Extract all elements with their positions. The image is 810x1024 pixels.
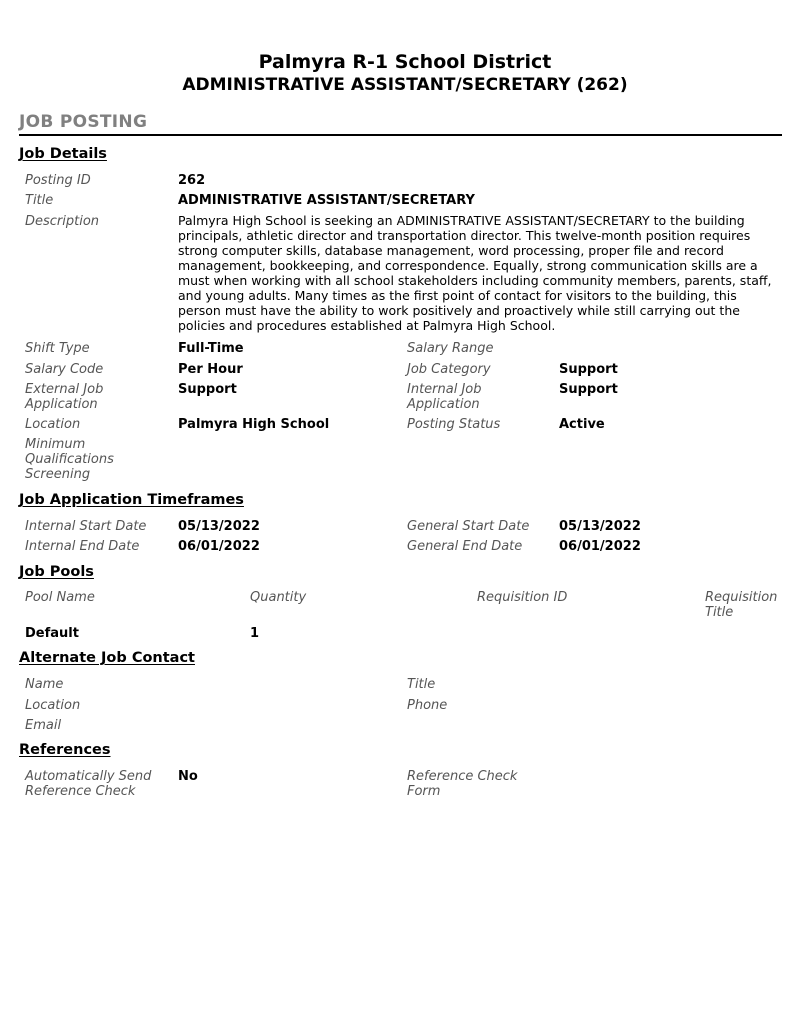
- reference-check-form-label: Reference Check Form: [407, 769, 518, 799]
- section-job-pools: Job Pools: [19, 564, 94, 580]
- pool-name-column-header: Pool Name: [25, 590, 95, 605]
- section-job-details: Job Details: [19, 146, 107, 162]
- description-label: Description: [25, 214, 100, 229]
- quantity-column-header: Quantity: [250, 590, 307, 605]
- salary-code-label: Salary Code: [25, 362, 104, 377]
- posting-id-label: Posting ID: [25, 173, 91, 188]
- job-posting-banner: JOB POSTING: [19, 112, 148, 132]
- salary-code-value: Per Hour: [178, 362, 243, 377]
- auto-send-reference-label: Automatically Send Reference Check: [25, 769, 152, 799]
- section-job-application-timeframes: Job Application Timeframes: [19, 492, 244, 508]
- auto-send-reference-value: No: [178, 769, 198, 784]
- internal-end-date-label: Internal End Date: [25, 539, 140, 554]
- general-end-date-label: General End Date: [407, 539, 523, 554]
- banner-divider: [19, 134, 782, 136]
- posting-status-value: Active: [559, 417, 605, 432]
- job-category-label: Job Category: [407, 362, 491, 377]
- contact-email-label: Email: [25, 718, 62, 733]
- pool-name-cell: Default: [25, 626, 79, 641]
- posting-status-label: Posting Status: [407, 417, 501, 432]
- description-text: Palmyra High School is seeking an ADMINISTRATIVE ASSISTANT/SECRETARY to the building principals, athletic director and transportation director. This twelve-month position requires strong computer skills, database management, word processing, proper file and record management, bookkeeping, and correspondence. Equally, strong communication skills are a must when working with all school stakeholders including community members, parents, staff, and young adults. Many times as the first point of contact for visitors to the building, this person must have the ability to work positively and proactively while still carrying out the policies and procedures established at Palmyra High School.: [178, 213, 772, 333]
- document-header: [0, 50, 810, 96]
- title-value: ADMINISTRATIVE ASSISTANT/SECRETARY: [178, 193, 475, 208]
- section-alternate-job-contact: Alternate Job Contact: [19, 650, 195, 666]
- general-start-date-label: General Start Date: [407, 519, 530, 534]
- shift-type-value: Full-Time: [178, 341, 244, 356]
- internal-application-label: Internal Job Application: [407, 382, 482, 412]
- requisition-title-column-header: Requisition Title: [705, 590, 778, 620]
- title-label: Title: [25, 193, 54, 208]
- general-end-date-value: 06/01/2022: [559, 539, 641, 554]
- pool-quantity-cell: 1: [250, 626, 260, 641]
- contact-name-label: Name: [25, 677, 64, 692]
- shift-type-label: Shift Type: [25, 341, 90, 356]
- job-category-value: Support: [559, 362, 618, 377]
- internal-application-value: Support: [559, 382, 618, 397]
- contact-location-label: Location: [25, 698, 81, 713]
- location-label: Location: [25, 417, 81, 432]
- section-references: References: [19, 742, 111, 758]
- external-application-value: Support: [178, 382, 237, 397]
- external-application-label: External Job Application: [25, 382, 104, 412]
- internal-start-date-value: 05/13/2022: [178, 519, 260, 534]
- contact-title-label: Title: [407, 677, 436, 692]
- general-start-date-value: 05/13/2022: [559, 519, 641, 534]
- internal-start-date-label: Internal Start Date: [25, 519, 147, 534]
- salary-range-label: Salary Range: [407, 341, 494, 356]
- location-value: Palmyra High School: [178, 417, 330, 432]
- job-title-heading: ADMINISTRATIVE ASSISTANT/SECRETARY (262): [182, 75, 628, 95]
- contact-phone-label: Phone: [407, 698, 448, 713]
- minimum-qualifications-label: Minimum Qualifications Screening: [25, 437, 114, 482]
- district-name: Palmyra R-1 School District: [258, 51, 552, 73]
- posting-id-value: 262: [178, 173, 206, 188]
- internal-end-date-value: 06/01/2022: [178, 539, 260, 554]
- requisition-id-column-header: Requisition ID: [477, 590, 568, 605]
